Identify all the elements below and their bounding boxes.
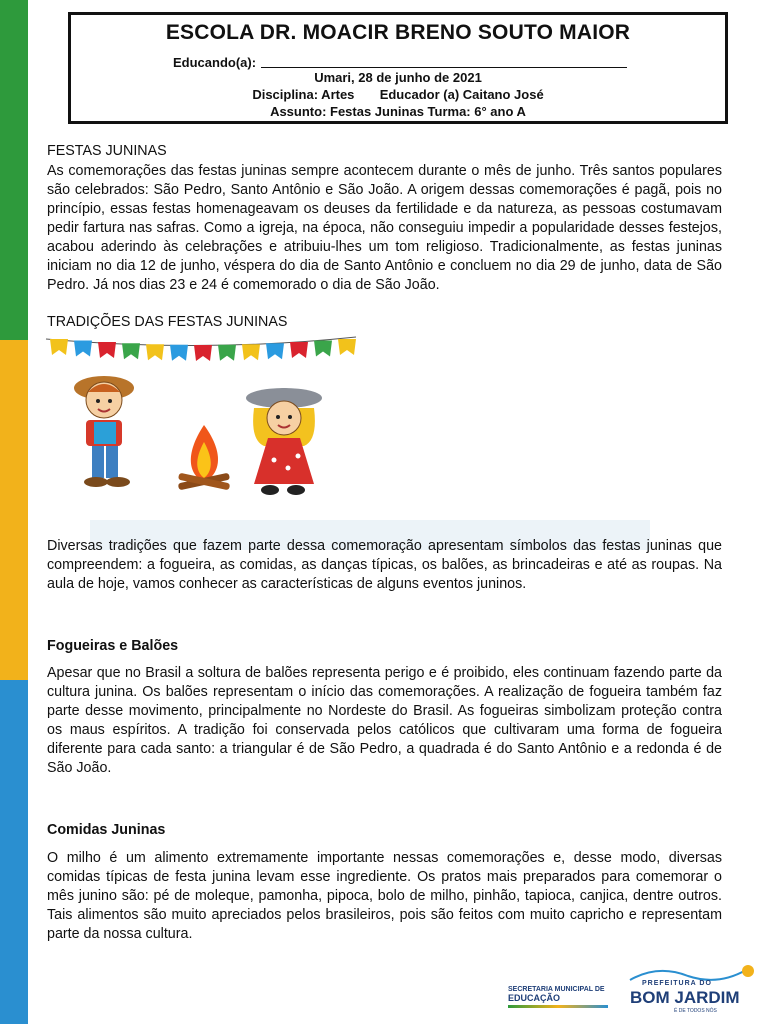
discipline-line: Disciplina: Artes Educador (a) Caitano José (252, 87, 544, 102)
bunting-flag (74, 341, 92, 357)
secretaria-line2: EDUCAÇÃO (508, 993, 561, 1003)
secretaria-educacao-logo (508, 986, 620, 1010)
subject-line: Assunto: Festas Juninas Turma: 6° ano A (270, 104, 526, 119)
prefeitura-bom-jardim-logo (628, 962, 760, 1016)
festa-junina-illustration (44, 325, 364, 510)
educando-name-line[interactable] (261, 67, 627, 68)
bunting-flags-icon (46, 337, 356, 361)
bunting-flag (146, 344, 164, 360)
traditions-title: TRADIÇÕES DAS FESTAS JUNINAS (47, 314, 288, 330)
date-line: Umari, 28 de junho de 2021 (314, 70, 482, 85)
bunting-flag (122, 343, 140, 359)
intro-paragraph: As comemorações das festas juninas sempre acontecem durante o mês de junho. Três santos populares são celebrados: São Pedro, Santo Antônio e São João. A origem dessas comemorações é pagã, pois no princípio, essas festas homenageavam os deuses da fertilidade e da natureza, as pessoas costumavam pedir fartura nas safras. Como a igreja, na época, não conseguiu impedir a popularidade desses festejos, acabou aderindo às celebrações e atribuiu-lhes um tom religioso. Tradicionalmente, as festas juninas iniciam no dia 12 de junho, véspera do dia de Santo Antônio e concluem no dia 29 de junho, data de São Pedro. Já nos dias 23 e 24 é comemorado o dia de São João. (47, 163, 722, 293)
bunting-flag (266, 343, 284, 359)
bunting-flag (314, 341, 332, 357)
bunting-flag (98, 342, 116, 358)
fogueiras-title: Fogueiras e Balões (47, 638, 179, 654)
girl-dancer-icon (246, 388, 322, 495)
bunting-flag (338, 339, 356, 355)
prefeitura-name: BOM JARDIM (630, 988, 740, 1007)
bunting-flag (290, 342, 308, 358)
bunting-flag (242, 344, 260, 360)
header-box (68, 12, 728, 124)
educando-label: Educando(a): (173, 55, 257, 70)
comidas-title: Comidas Juninas (47, 822, 166, 838)
fogueiras-paragraph: Apesar que no Brasil a soltura de balões representa perigo e é proibido, eles continuam fazendo parte da cultura junina. Os balões representam o início das comemorações. A realização de fogueira também faz parte desse movimento, principalmente no Nordeste do Brasil. As fogueiras simbolizam proteção contra os maus espíritos. A tradição foi conservada pelos católicos que cultivaram uma forma de fogueira diferente para cada santo: a triangular é de São Pedro, a quadrada é do Santo Antônio e a redonda é de São João. (47, 665, 722, 776)
prefeitura-top: PREFEITURA DO (642, 980, 712, 987)
school-name: ESCOLA DR. MOACIR BRENO SOUTO MAIOR (165, 21, 631, 44)
bonfire-icon (178, 425, 231, 490)
intro-title: FESTAS JUNINAS (47, 143, 167, 159)
bunting-flag (50, 339, 68, 355)
secretaria-line1: SECRETARIA MUNICIPAL DE (508, 986, 605, 993)
boy-accordion-icon (74, 376, 134, 487)
prefeitura-tag: É DE TODOS NÓS (674, 1008, 717, 1014)
traditions-paragraph: Diversas tradições que fazem parte dessa comemoração apresentam símbolos das festas juninas que compreendem: a fogueira, as comidas, as danças típicas, os balões, as brincadeiras e até as roupas. Na aula de hoje, vamos conhecer as características de alguns eventos juninos. (47, 538, 722, 592)
bunting-flag (194, 345, 212, 361)
bunting-flag (218, 345, 236, 361)
bunting-flag (170, 345, 188, 361)
comidas-paragraph: O milho é um alimento extremamente importante nessas comemorações e, desse modo, diversas comidas típicas de festa junina levam esse ingrediente. Os pratos mais preparados para comemorar o mês junino são: pé de moleque, pamonha, pipoca, bolo de milho, pinhão, tapioca, canjica, dentre outros. Tais alimentos são muito apreciados pelos brasileiros, pois são feitos com muito capricho e representam parte da nossa cultura. (47, 850, 722, 942)
left-color-stripe (0, 0, 28, 1024)
